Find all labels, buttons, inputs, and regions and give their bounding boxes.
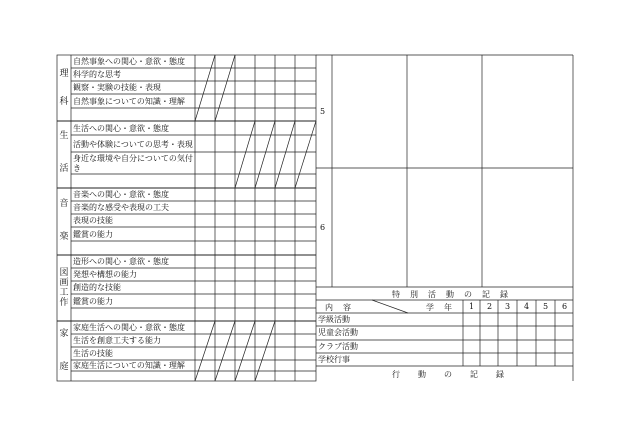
item-label: 造形への関心・意欲・態度 [73, 257, 169, 266]
item-label: 生活の技能 [73, 349, 113, 358]
special-activities-title: 特別活動の記録 [392, 290, 518, 299]
item-label: 家庭生活についての知識・理解 [73, 361, 185, 370]
item-label: 鑑賞の能力 [73, 297, 113, 306]
grade-row-5: 5 [320, 107, 326, 116]
item-label: 生活への関心・意欲・態度 [73, 124, 169, 133]
item-label: 科学的な思考 [73, 70, 121, 79]
item-label: 音楽への関心・意欲・態度 [73, 190, 169, 199]
subject-label-life-1: 生 [59, 131, 69, 141]
year-2: 2 [487, 302, 493, 311]
year-4: 4 [524, 302, 530, 311]
item-label: 身近な環境や自分についての気付き [73, 154, 193, 173]
item-label: 創造的な技能 [73, 283, 121, 292]
subject-label-art-1: 図 [59, 268, 69, 278]
subject-label-art-4: 作 [59, 298, 69, 308]
year-5: 5 [543, 302, 549, 311]
activity-label: 児童会活動 [318, 328, 358, 337]
subject-label-music-2: 楽 [59, 232, 69, 242]
item-label: 観察・実験の技能・表現 [73, 83, 161, 92]
item-label: 自然事象についての知識・理解 [73, 97, 185, 106]
item-label: 発想や構想の能力 [73, 270, 137, 279]
subject-label-science-1: 理 [59, 69, 69, 79]
year-1: 1 [469, 302, 475, 311]
activity-label: 学校行事 [318, 355, 350, 364]
grade-row-6: 6 [320, 223, 326, 232]
item-label: 音楽的な感受や表現の工夫 [73, 203, 169, 212]
subject-label-art-2: 画 [59, 278, 69, 288]
conduct-record-title: 行動の記録 [392, 370, 522, 379]
subject-label-home-1: 家 [59, 329, 69, 339]
activity-label: 学級活動 [318, 315, 350, 324]
subject-label-music-1: 音 [59, 199, 69, 209]
content-header: 内容 [325, 303, 361, 312]
item-label: 自然事象への関心・意欲・態度 [73, 57, 185, 66]
item-label: 家庭生活への関心・意欲・態度 [73, 323, 185, 332]
subject-label-life-2: 活 [59, 164, 69, 174]
year-3: 3 [505, 302, 511, 311]
item-label: 鑑賞の能力 [73, 230, 113, 239]
item-label: 表現の技能 [73, 216, 113, 225]
year-header: 学年 [426, 303, 462, 312]
year-6: 6 [562, 302, 568, 311]
subject-label-home-2: 庭 [59, 362, 69, 372]
subject-label-science-2: 科 [59, 97, 69, 107]
activity-label: クラブ活動 [318, 342, 358, 351]
item-label: 生活を創意工夫する能力 [73, 336, 161, 345]
item-label: 活動や体験についての思考・表現 [73, 140, 193, 149]
subject-label-art-3: 工 [59, 288, 69, 298]
